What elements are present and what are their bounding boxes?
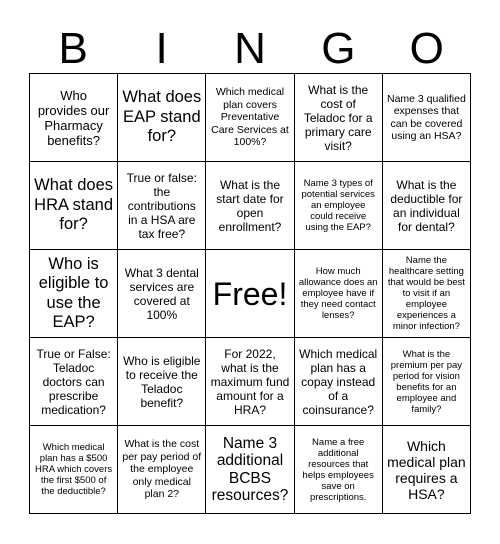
bingo-cell[interactable] xyxy=(383,426,471,514)
bingo-cell[interactable] xyxy=(30,250,118,338)
bingo-cell[interactable] xyxy=(118,426,206,514)
bingo-board xyxy=(29,73,471,514)
header-letter-g: G xyxy=(321,24,356,73)
cell-text: What 3 dental services are covered at 100% xyxy=(124,265,199,322)
header-letter-i: I xyxy=(155,24,168,73)
cell-text: Which medical plan requires a HSA? xyxy=(387,437,466,502)
bingo-cell[interactable] xyxy=(295,250,383,338)
bingo-cell[interactable] xyxy=(118,74,206,162)
header-letter-o: O xyxy=(409,24,444,73)
bingo-cell[interactable] xyxy=(30,338,118,426)
bingo-cell[interactable] xyxy=(295,338,383,426)
cell-text: Name the healthcare setting that would be best to visit if an employee experiences a minor infection? xyxy=(387,255,465,332)
bingo-cell[interactable] xyxy=(206,338,294,426)
cell-text: What is the cost of Teladoc for a primary care visit? xyxy=(303,82,373,153)
bingo-cell[interactable] xyxy=(295,426,383,514)
cell-text: Who is eligible to receive the Teladoc benefit? xyxy=(123,353,201,410)
cell-text: True or False: Teladoc doctors can prescribe medication? xyxy=(36,346,111,417)
bingo-cell[interactable] xyxy=(30,426,118,514)
cell-text: What does EAP stand for? xyxy=(122,88,202,146)
cell-text: Name a free additional resources that helps employees save on prescriptions. xyxy=(302,436,374,503)
cell-text: What is the premium per pay period for vision benefits for an employee and family? xyxy=(390,348,463,415)
bingo-cell[interactable] xyxy=(295,162,383,250)
bingo-cell[interactable] xyxy=(206,162,294,250)
cell-text: What is the deductible for an individual for dental? xyxy=(390,177,463,234)
bingo-cell[interactable] xyxy=(118,338,206,426)
cell-text: True or false: the contributions in a HSA are tax free? xyxy=(126,170,197,241)
bingo-cell free-cell[interactable] xyxy=(206,250,294,338)
bingo-cell[interactable] xyxy=(295,74,383,162)
cell-text: Which medical plan covers Preventative Care Services at 100%? xyxy=(211,86,289,149)
bingo-cell[interactable] xyxy=(30,74,118,162)
free-space-label: Free! xyxy=(212,275,288,312)
bingo-cell[interactable] xyxy=(383,162,471,250)
cell-text: Who provides our Pharmacy benefits? xyxy=(37,87,110,148)
bingo-cell[interactable] xyxy=(383,74,471,162)
bingo-cell[interactable] xyxy=(118,250,206,338)
cell-text: Who is eligible to use the EAP? xyxy=(38,254,109,331)
cell-text: How much allowance does an employee have if they need contact lenses? xyxy=(298,266,378,321)
bingo-cell[interactable] xyxy=(30,162,118,250)
cell-text: Name 3 qualified expenses that can be covered using an HSA? xyxy=(386,92,466,142)
bingo-cell[interactable] xyxy=(383,338,471,426)
cell-text: Which medical plan has a copay instead of a coinsurance? xyxy=(299,346,378,417)
cell-text: Which medical plan has a $500 HRA which covers the first $500 of the deductible? xyxy=(35,442,113,497)
bingo-cell[interactable] xyxy=(206,426,294,514)
cell-text: What is the start date for open enrollment? xyxy=(216,177,284,234)
cell-text: Name 3 additional BCBS resources? xyxy=(211,434,289,504)
bingo-cell[interactable] xyxy=(206,74,294,162)
bingo-cell[interactable] xyxy=(118,162,206,250)
header-letter-n: N xyxy=(234,24,266,73)
bingo-cell[interactable] xyxy=(383,250,471,338)
cell-text: What does HRA stand for? xyxy=(34,176,114,234)
cell-text: For 2022, what is the maximum fund amount for a HRA? xyxy=(210,346,290,417)
cell-text: What is the cost per pay period of the employee only medical plan 2? xyxy=(122,438,202,501)
bingo-header xyxy=(29,24,471,74)
header-letter-b: B xyxy=(58,24,88,73)
cell-text: Name 3 types of potential services an employee could receive using the EAP? xyxy=(301,178,375,233)
